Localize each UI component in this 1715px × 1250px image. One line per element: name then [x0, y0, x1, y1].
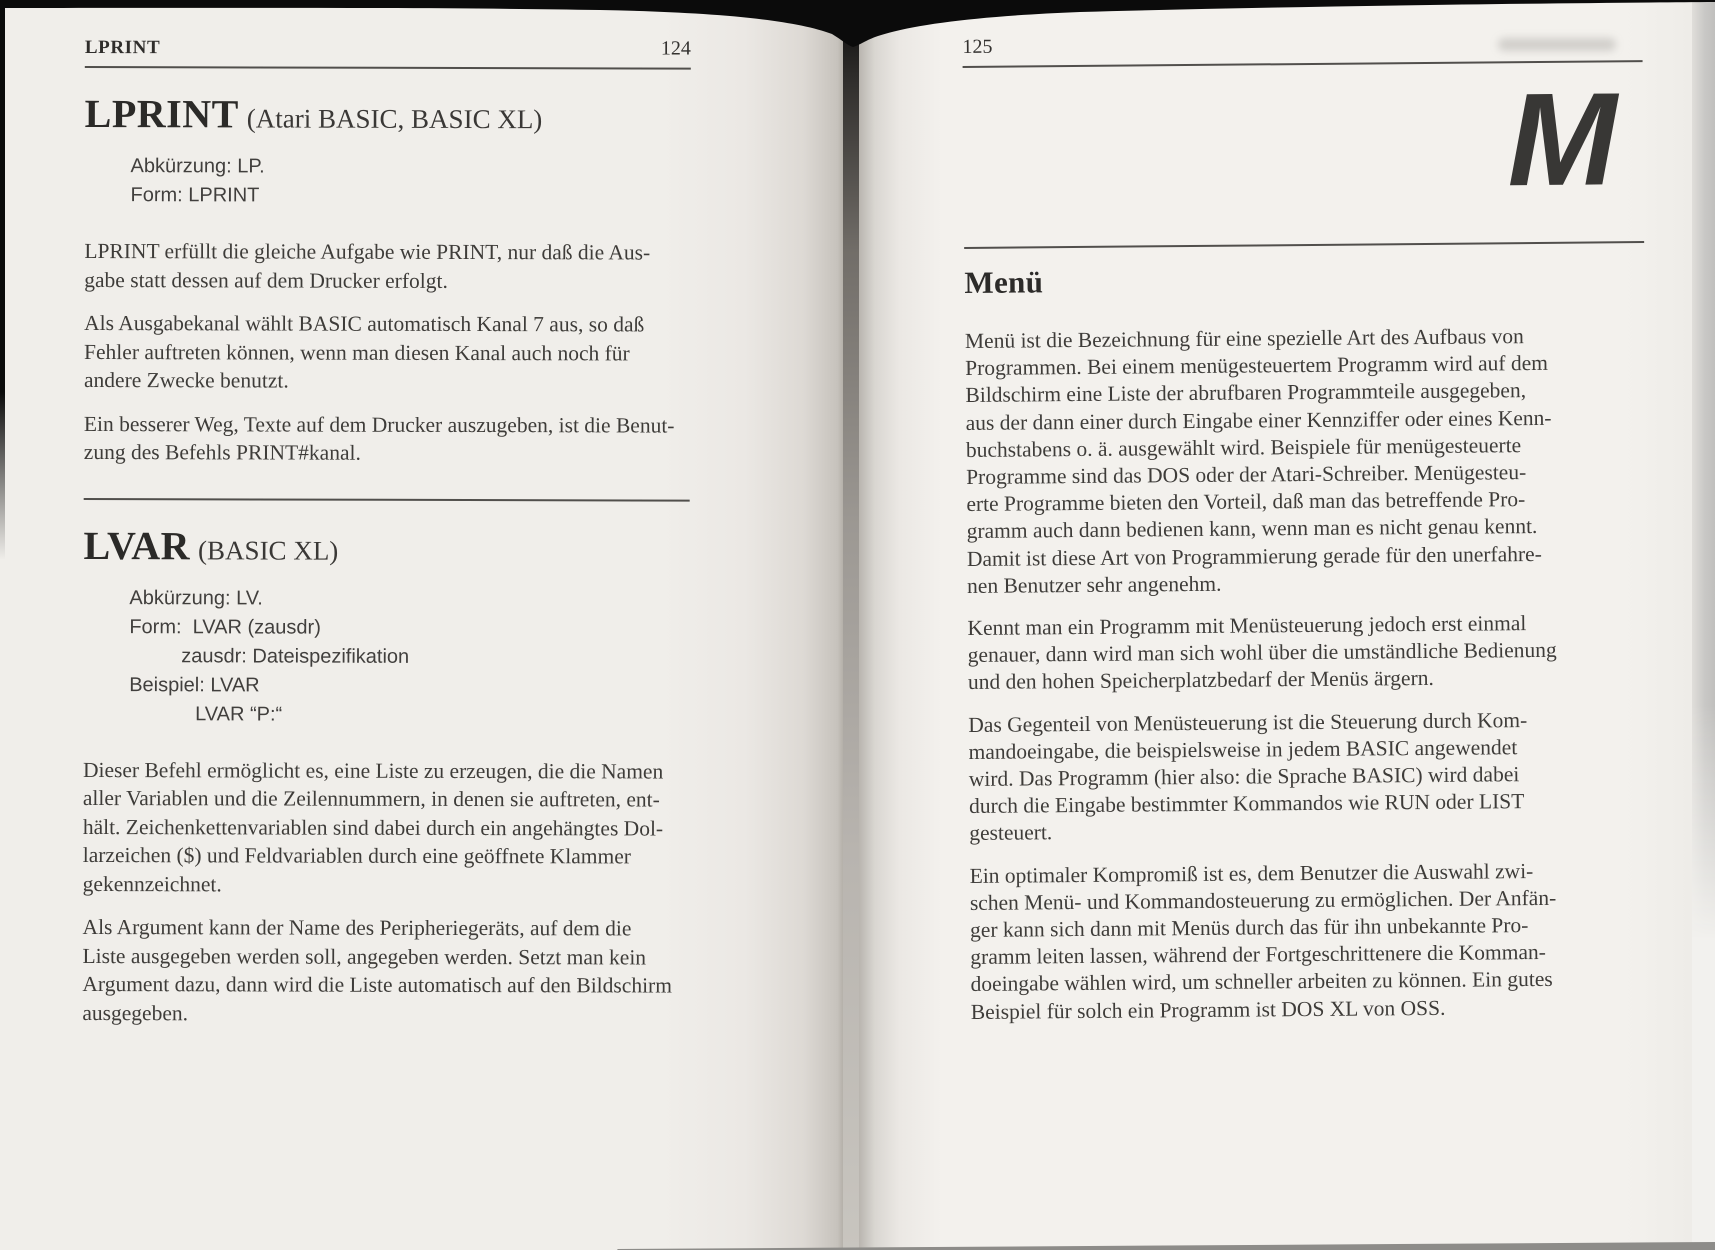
paragraph: Ein optimaler Kompromiß ist es, dem Benutzer die Auswahl zwi- schen Menü- und Kommandosteuerung zu ermöglichen. Der Anfän- ger kann sich dann mit Menüs durch das für ihn unbekannte Pro- gramm leiten lassen, während der Fortgeschrittenere die Komman- doeingabe wählen wird, um schneller arbeiten zu können. Ein gutes Beispiel für solch ein Programm ist DOS XL von OSS.: [969, 858, 1557, 1024]
entry-lprint: [83, 90, 691, 468]
section-letter-rule: [964, 241, 1644, 249]
page-right: [858, 0, 1692, 1250]
spec-example: Beispiel: LVAR: [129, 673, 260, 696]
page-left: [0, 0, 846, 1250]
section-heading: Menü: [964, 264, 1044, 300]
page-number-left: 124: [660, 37, 691, 60]
spec-abbreviation: Abkürzung: LV.: [129, 586, 263, 609]
section-letter: M: [1506, 65, 1618, 214]
entry-title: [84, 90, 691, 137]
spec-abbreviation: Abkürzung: LP.: [130, 155, 265, 178]
paragraph: Als Argument kann der Name des Peripheriegeräts, auf dem die Liste ausgegeben werden soll, angegeben werden. Setzt man kein Argument dazu, dann wird die Liste automatisch auf den Bildschirm ausgegeben.: [82, 914, 672, 1025]
page-right-content: [962, 0, 1651, 1026]
page-number-right: 125: [962, 35, 993, 58]
scan-edge-left: [0, 0, 5, 560]
entry-title: [83, 522, 690, 568]
term-name: LPRINT: [84, 90, 239, 137]
spec-form-argument: zausdr: Dateispezifikation: [181, 644, 410, 668]
scan-background-right: [1692, 0, 1715, 940]
spec-block: [129, 584, 689, 730]
paragraph: Ein besserer Weg, Texte auf dem Drucker auszugeben, ist die Benut- zung des Befehls PRINT#kanal.: [83, 411, 675, 465]
paragraph: Kennt man ein Programm mit Menüsteuerung jedoch erst einmal genauer, dann wird man sich wohl über die umständliche Bedienung und den hohen Speicherplatzbedarf der Menüs ärgern.: [967, 611, 1557, 695]
spec-example-line: LVAR “P:“: [195, 702, 283, 726]
paragraph: Das Gegenteil von Menüsteuerung ist die Steuerung durch Kom- mandoeingabe, die beispielsweise in jedem BASIC angewendet wird. Das Programm (hier also: die Sprache BASIC) wird dabei durch die Eingabe bestimmter Kommandos wie RUN oder LIST gesteuert.: [968, 707, 1528, 846]
paragraph: Als Ausgabekanal wählt BASIC automatisch Kanal 7 aus, so daß Fehler auftreten können, wenn man diesen Kanal auch noch für andere Zwecke benutzt.: [83, 310, 645, 393]
paragraph: LPRINT erfüllt die gleiche Aufgabe wie PRINT, nur daß die Aus- gabe statt dessen auf dem Drucker erfolgt.: [84, 238, 651, 293]
term-dialects: (BASIC XL): [198, 534, 339, 566]
gutter-shadow: [843, 0, 859, 1250]
bleed-through-smudge: [1498, 38, 1616, 51]
spec-form: Form: LPRINT: [130, 184, 260, 207]
entry-lvar: [82, 522, 689, 1028]
term-name: LVAR: [83, 522, 191, 568]
section-letter-row: [963, 62, 1644, 240]
paragraph: Menü ist die Bezeichnung für eine spezielle Art des Aufbaus von Programmen. Bei einem menügesteuertem Programm wird auf dem Bildschirm eine Liste der abrufbaren Programmteile ausgegeben, aus der dann einer durch Eingabe einer Kennziffer oder eines Kenn- buchstabens o. ä. ausgewählt wird. Beispiele für menügesteuerte Programme sind das DOS oder der Atari-Schreiber. Menügesteu- erte Programme bieten den Vorteil, daß man das betreffende Pro- gramm auch dann bedienen kann, wenn man es nicht genau kennt. Damit ist diese Art von Programmierung gerade für den unerfahre- nen Benutzer sehr angenehm.: [964, 324, 1552, 598]
header-rule-left: [85, 66, 691, 70]
spec-form: Form: LVAR (zausdr): [129, 615, 321, 639]
scanner-edge-top: [0, 0, 1715, 60]
section-divider-rule: [84, 497, 690, 501]
spec-block: [130, 152, 690, 211]
term-dialects: (Atari BASIC, BASIC XL): [246, 103, 543, 135]
page-left-content: [82, 0, 691, 1029]
running-head: LPRINT: [84, 36, 161, 59]
paragraph: Dieser Befehl ermöglicht es, eine Liste zu erzeugen, die die Namen aller Variablen und die Zeilennummern, in denen sie auftreten, ent- hält. Zeichenkettenvariablen sind dabei durch ein angehängtes Dol- larzeichen ($) und Feldvariablen durch eine geöffnete Klammer gekennzeichnet.: [82, 757, 664, 896]
